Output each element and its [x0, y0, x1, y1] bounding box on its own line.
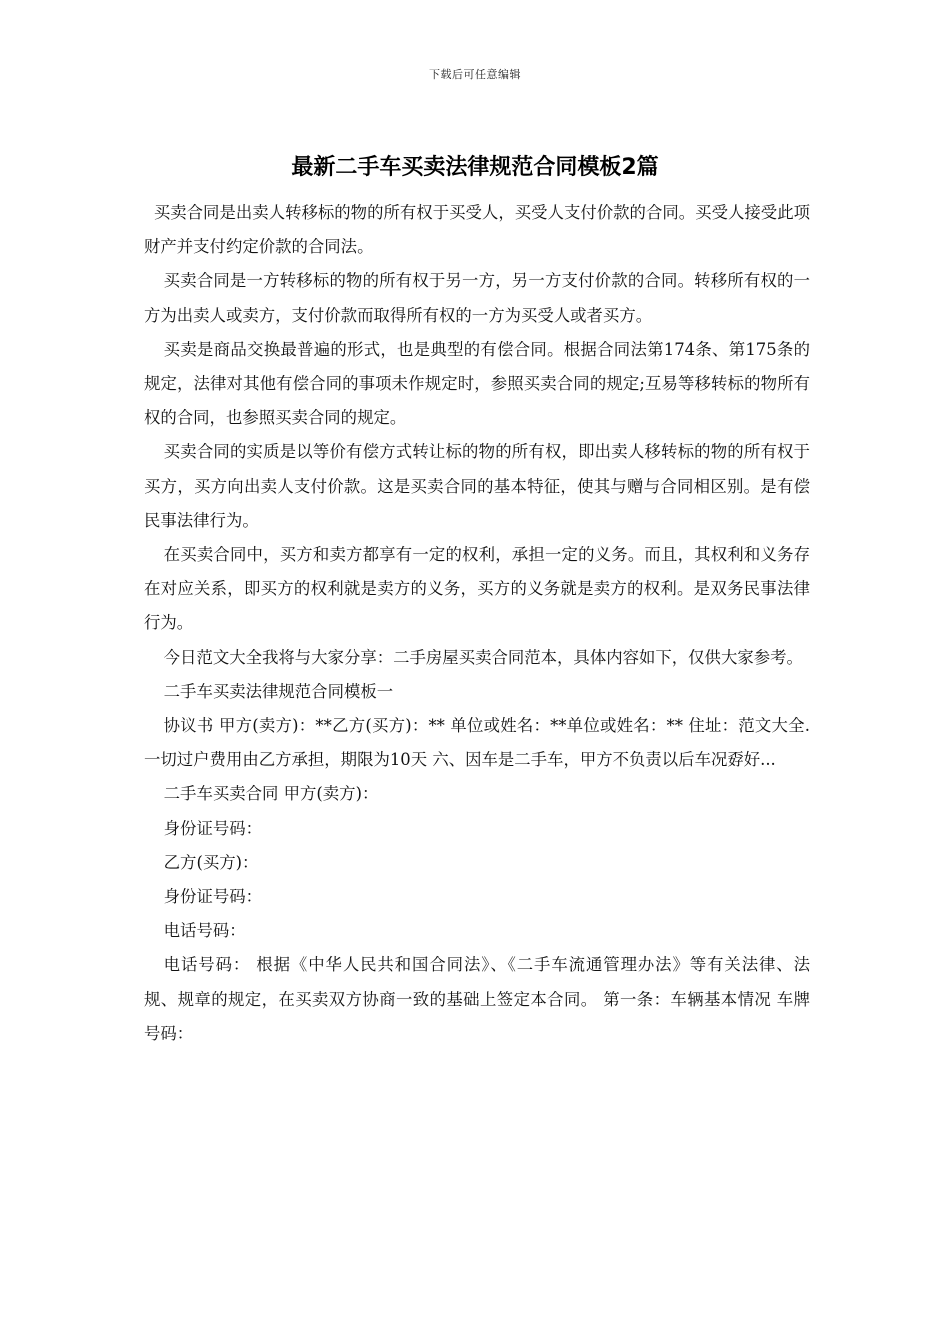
paragraph: 协议书 甲方(卖方)：**乙方(买方)：** 单位或姓名：**单位或姓名：** 住址：范文大全. 一切过户费用由乙方承担，期限为10天 六、因车是二手车，甲方不负责以后车况孬好...: [144, 716, 810, 770]
paragraph: 今日范文大全我将与大家分享：二手房屋买卖合同范本，具体内容如下，仅供大家参考。: [163, 647, 803, 667]
paragraph: 电话号码： 根据《中华人民共和国合同法》、《二手车流通管理办法》等有关法律、法 规、规章的规定，在买卖双方协商一致的基础上签定本合同。 第一条：车辆基本情况 车牌号码：: [144, 955, 810, 1043]
header-note: 下载后可任意编辑: [429, 68, 521, 81]
paragraph: 买卖合同是出卖人转移标的物的所有权于买受人，买受人支付价款的合同。买受人接受此项财产并支付约定价款的合同法。: [144, 203, 810, 257]
form-line: 二手车买卖合同 甲方(卖方)：: [163, 784, 379, 804]
section-heading: 二手车买卖法律规范合同模板一: [163, 681, 394, 701]
document-title: 最新二手车买卖法律规范合同模板2篇: [291, 155, 659, 180]
form-line: 身份证号码：: [163, 818, 263, 838]
paragraph: 买卖合同是一方转移标的物的所有权于另一方，另一方支付价款的合同。转移所有权的一方为出卖人或卖方，支付价款而取得所有权的一方为买受人或者买方。: [144, 271, 810, 325]
paragraph: 买卖是商品交换最普遍的形式，也是典型的有偿合同。根据合同法第174条、第175条的规定，法律对其他有偿合同的事项未作规定时，参照买卖合同的规定;互易等移转标的物所有权的合同，也参照买卖合同的规定。: [144, 339, 810, 428]
form-line: 身份证号码：: [163, 887, 263, 907]
form-line: 乙方(买方)：: [163, 852, 259, 872]
form-line: 电话号码：: [163, 921, 246, 941]
document-body: [144, 196, 810, 1051]
paragraph: 买卖合同的实质是以等价有偿方式转让标的物的所有权，即出卖人移转标的物的所有权于买方，买方向出卖人支付价款。这是买卖合同的基本特征，使其与赠与合同相区别。是有偿民事法律行为。: [144, 442, 810, 530]
paragraph: 在买卖合同中，买方和卖方都享有一定的权利，承担一定的义务。而且，其权利和义务存在对应关系，即买方的权利就是卖方的义务，买方的义务就是卖方的权利。是双务民事法律行为。: [144, 545, 810, 633]
